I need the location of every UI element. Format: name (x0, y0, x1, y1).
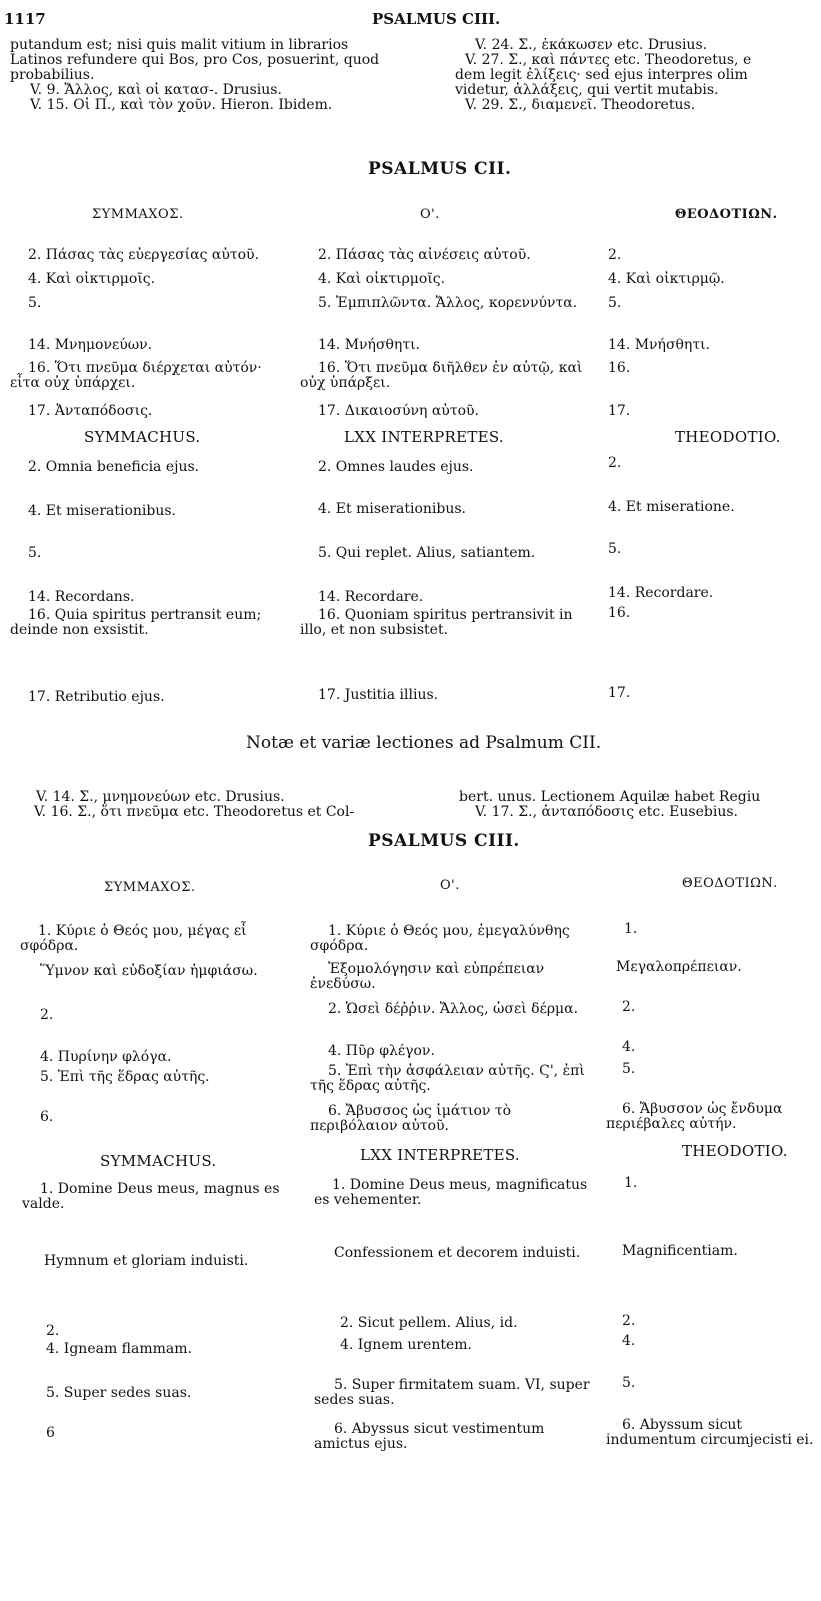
cell-sym: 5. (28, 295, 42, 311)
note-line: bert. unus. Lectionem Aquilæ habet Regiu (459, 790, 761, 805)
cell-sym: 2. Omnia beneficia ejus. (28, 459, 200, 475)
col-header-theodotion: ΘΕΟΔΟΤΙΩΝ. (675, 207, 778, 222)
note-line: V. 16. Σ., ὅτι πνεῦμα etc. Theodoretus et Col- (34, 804, 355, 820)
note-line: V. 17. Σ., ἀνταπόδοσις etc. Eusebius. (475, 804, 738, 820)
cell-lxx: 2. Πάσας τὰς αἰνέσεις αὐτοῦ. (318, 247, 531, 263)
cell-sym: 5. (28, 545, 42, 561)
cell-theo: 2. (622, 1313, 636, 1329)
cell-lxx: 5. Ἐπὶ τὴν ἀσφάλειαν αὐτῆς. Ϛ', ἐπὶ τῆς ἕδρας αὐτῆς. (310, 1063, 585, 1094)
cell-theo: Μεγαλοπρέπειαν. (616, 959, 742, 975)
col-header-symmachus-latin: SYMMACHUS. (100, 1152, 217, 1170)
cell-theo: 1. (624, 1175, 638, 1191)
cell-lxx: Confessionem et decorem induisti. (334, 1245, 581, 1261)
cell-sym: 4. Et miserationibus. (28, 503, 177, 519)
cell-sym: 1. Domine Deus meus, magnus es valde. (22, 1181, 280, 1212)
col-header-lxx: Ο'. (420, 207, 440, 222)
cell-lxx: 5. Qui replet. Alius, satiantem. (318, 545, 536, 561)
cell-theo: 14. Μνήσθητι. (608, 337, 711, 353)
cell-lxx: 6. Abyssus sicut vestimentum amictus ejus. (314, 1421, 545, 1452)
cell-theo: Magnificentiam. (622, 1243, 738, 1259)
cell-sym: 6 (46, 1425, 55, 1441)
cell-lxx: 17. Justitia illius. (318, 687, 439, 703)
cell-theo: 17. (608, 403, 631, 419)
cell-lxx: 4. Ignem urentem. (340, 1337, 472, 1353)
cell-sym: 2. (40, 1007, 54, 1023)
cell-lxx: 1. Κύριε ὁ Θεός μου, ἐμεγαλύνθης σφόδρα. (310, 923, 570, 954)
cell-sym: 2. Πάσας τὰς εὐεργεσίας αὐτοῦ. (28, 247, 260, 263)
cell-theo: 17. (608, 685, 631, 701)
cell-sym: 4. Πυρίνην φλόγα. (40, 1049, 172, 1065)
page-number: 1117 (4, 10, 46, 28)
cell-sym: 14. Recordans. (28, 589, 135, 605)
cell-theo: 16. (608, 360, 631, 376)
cell-sym: Ὕμνον καὶ εὐδοξίαν ἠμφιάσω. (40, 963, 258, 979)
cell-theo: 2. (608, 247, 622, 263)
col-header-symmachus: ΣΥΜΜΑΧΟΣ. (92, 207, 184, 222)
note-line: videtur, ἀλλάξεις, qui vertit mutabis. (455, 82, 719, 98)
cell-lxx: 2. Omnes laudes ejus. (318, 459, 474, 475)
cell-sym: 1. Κύριε ὁ Θεός μου, μέγας εἶ σφόδρα. (20, 923, 247, 954)
psalm-cii-title: PSALMUS CII. (368, 159, 512, 179)
note-line: probabilius. (10, 67, 95, 83)
col-header-theodotio-latin: THEODOTIO. (675, 428, 781, 446)
cell-theo: 1. (624, 921, 638, 937)
cell-lxx: Ἐξομολόγησιν καὶ εὐπρέπειαν ἐνεδύσω. (310, 961, 545, 992)
cell-theo: 4. (622, 1333, 636, 1349)
note-line: Latinos refundere qui Bos, pro Cos, posuerint, quod (10, 52, 380, 68)
col-header-theodotio-latin: THEODOTIO. (682, 1142, 788, 1160)
cell-sym: 4. Igneam flammam. (46, 1341, 192, 1357)
cell-theo: 4. (622, 1039, 636, 1055)
col-header-lxx-latin: LXX INTERPRETES. (344, 428, 504, 446)
cell-lxx: 17. Δικαιοσύνη αὐτοῦ. (318, 403, 479, 419)
cell-theo: 5. (622, 1061, 636, 1077)
top-notes-right (455, 38, 821, 118)
psalm-ciii-title: PSALMUS CIII. (368, 831, 520, 851)
cell-theo: 16. (608, 605, 631, 621)
cell-lxx: 4. Πῦρ φλέγον. (328, 1043, 435, 1059)
col-header-symmachus-latin: SYMMACHUS. (84, 428, 201, 446)
cell-sym: 16. Ὅτι πνεῦμα διέρχεται αὐτόν· εἶτα οὐχ ὑπάρχει. (10, 360, 262, 391)
note-line: V. 14. Σ., μνημονεύων etc. Drusius. (36, 789, 285, 805)
note-line: V. 27. Σ., καὶ πάντες etc. Theodoretus, e (465, 52, 752, 68)
cell-sym: 5. Super sedes suas. (46, 1385, 192, 1401)
cell-theo: 2. (608, 455, 622, 471)
cell-theo: 5. (608, 541, 622, 557)
cell-theo: 4. Καὶ οἰκτιρμῷ. (608, 271, 725, 287)
cell-sym: 16. Quia spiritus pertransit eum; deinde non exsistit. (10, 607, 262, 638)
cell-theo: 5. (622, 1375, 636, 1391)
cell-theo: 4. Et miseratione. (608, 499, 735, 515)
col-header-lxx-latin: LXX INTERPRETES. (360, 1146, 520, 1164)
note-line: V. 9. Ἄλλος, καὶ οἱ κατασ-. Drusius. (30, 82, 282, 98)
cell-lxx: 1. Domine Deus meus, magnificatus es vehementer. (314, 1177, 588, 1208)
cell-theo: 6. Abyssum sicut indumentum circumjecisti ei. (606, 1417, 814, 1448)
cell-theo: 2. (622, 999, 636, 1015)
cell-sym: Hymnum et gloriam induisti. (44, 1253, 249, 1269)
cell-lxx: 16. Ὅτι πνεῦμα διῆλθεν ἐν αὐτῷ, καὶ οὐχ ὑπάρξει. (300, 360, 583, 391)
note-line: putandum est; nisi quis malit vitium in librarios (10, 37, 349, 53)
cell-sym: 14. Μνημονεύων. (28, 337, 153, 353)
note-line: V. 24. Σ., ἐκάκωσεν etc. Drusius. (475, 38, 708, 53)
cell-sym: 4. Καὶ οἰκτιρμοῖς. (28, 271, 156, 287)
cell-lxx: 4. Καὶ οἰκτιρμοῖς. (318, 271, 446, 287)
cell-lxx: 4. Et miserationibus. (318, 501, 467, 517)
col-header-theodotion: ΘΕΟΔΟΤΙΩΝ. (682, 876, 778, 891)
cell-lxx: 14. Μνήσθητι. (318, 337, 421, 353)
cell-lxx: 6. Ἄβυσσος ὡς ἱμάτιον τὸ περιβόλαιον αὐτοῦ. (310, 1103, 512, 1134)
cell-sym: 17. Ἀνταπόδοσις. (28, 403, 153, 419)
col-header-lxx: Ο'. (440, 878, 460, 893)
note-line: dem legit ἐλίξεις· sed ejus interpres olim (455, 67, 748, 83)
cell-lxx: 14. Recordare. (318, 589, 424, 605)
cell-lxx: 5. Ἐμπιπλῶντα. Ἄλλος, κορεννύντα. (318, 295, 578, 311)
cell-lxx: 5. Super firmitatem suam. VI, super sedes suas. (314, 1377, 590, 1408)
cell-theo: 5. (608, 295, 622, 311)
cell-sym: 17. Retributio ejus. (28, 689, 165, 705)
cell-sym: 2. (46, 1323, 60, 1339)
cell-sym: 6. (40, 1109, 54, 1125)
col-header-symmachus: ΣΥΜΜΑΧΟΣ. (104, 880, 196, 895)
cell-theo: 14. Recordare. (608, 585, 714, 601)
notae-cii-title: Notæ et variæ lectiones ad Psalmum CII. (246, 733, 602, 753)
cell-lxx: 2. Sicut pellem. Alius, id. (340, 1315, 518, 1331)
cell-lxx: 2. Ὡσεὶ δέῤῥιν. Ἄλλος, ὡσεὶ δέρμα. (328, 1001, 579, 1017)
notae-cii-right (455, 790, 821, 822)
note-line: V. 15. Οἱ Π., καὶ τὸν χοῦν. Hieron. Ibidem. (30, 97, 333, 113)
note-line: V. 29. Σ., διαμενεῖ. Theodoretus. (465, 97, 696, 113)
cell-sym: 5. Ἐπὶ τῆς ἕδρας αὐτῆς. (40, 1069, 210, 1085)
running-title: PSALMUS CIII. (372, 10, 501, 28)
cell-lxx: 16. Quoniam spiritus pertransivit in illo, et non subsistet. (300, 607, 573, 638)
cell-theo: 6. Ἄβυσσον ὡς ἔνδυμα περιέβαλες αὐτήν. (606, 1101, 783, 1132)
